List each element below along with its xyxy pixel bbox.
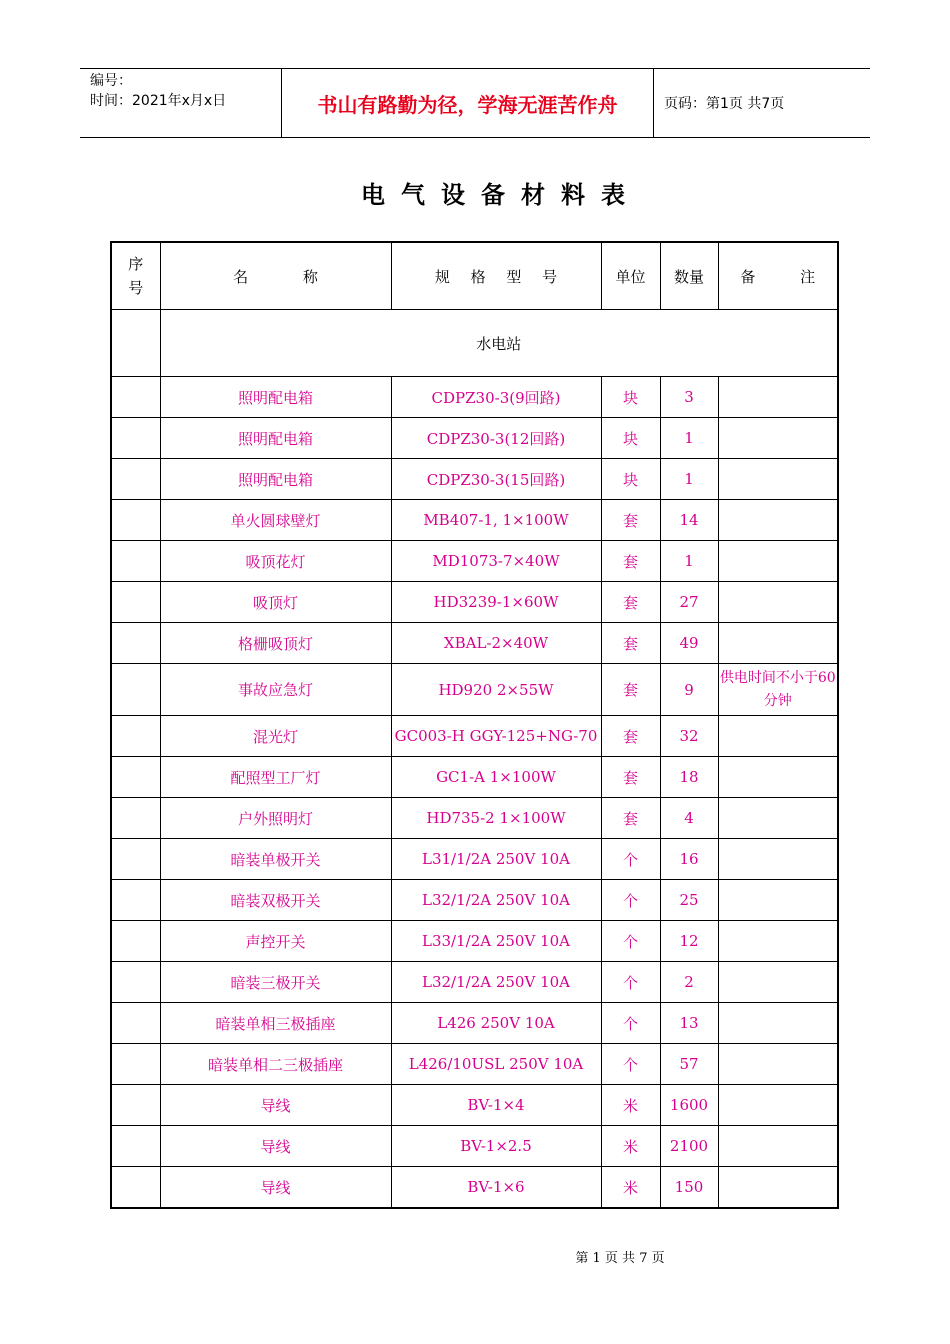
table-row (111, 757, 838, 798)
item-spec: L426/10USL 250V 10A (391, 1044, 601, 1085)
item-spec: BV-1×2.5 (391, 1126, 601, 1167)
table-row (111, 582, 838, 623)
table-row (111, 541, 838, 582)
document-number-label: 编号： (90, 73, 132, 89)
section-title: 水电站 (160, 310, 838, 377)
header-motto: 书山有路勤为径，学海无涯苦作舟 (282, 69, 654, 137)
item-unit: 个 (601, 1003, 660, 1044)
item-note (718, 921, 838, 962)
item-spec: HD3239-1×60W (391, 582, 601, 623)
item-note (718, 500, 838, 541)
item-name: 暗装单极开关 (160, 839, 391, 880)
item-name: 暗装三极开关 (160, 962, 391, 1003)
table-row (111, 459, 838, 500)
item-spec: L33/1/2A 250V 10A (391, 921, 601, 962)
section-seq-cell (111, 310, 160, 377)
item-spec: L426 250V 10A (391, 1003, 601, 1044)
item-unit: 套 (601, 757, 660, 798)
item-name: 单火圆球壁灯 (160, 500, 391, 541)
item-note (718, 418, 838, 459)
item-spec: CDPZ30-3(12回路) (391, 418, 601, 459)
item-unit: 米 (601, 1085, 660, 1126)
seq-cell (111, 798, 160, 839)
table-row (111, 839, 838, 880)
column-header-name: 名 称 (160, 242, 391, 310)
seq-cell (111, 459, 160, 500)
item-quantity: 14 (660, 500, 718, 541)
table-row (111, 664, 838, 716)
item-note (718, 1126, 838, 1167)
seq-cell (111, 1003, 160, 1044)
item-note: 供电时间不小于60分钟 (718, 664, 838, 716)
item-unit: 套 (601, 541, 660, 582)
item-unit: 块 (601, 418, 660, 459)
item-unit: 套 (601, 582, 660, 623)
item-spec: MD1073-7×40W (391, 541, 601, 582)
item-quantity: 2100 (660, 1126, 718, 1167)
page-footer: 第 1 页 共 7 页 (575, 1251, 665, 1266)
seq-cell (111, 1126, 160, 1167)
column-header-qty: 数量 (660, 242, 718, 310)
item-unit: 套 (601, 664, 660, 716)
item-note (718, 1085, 838, 1126)
table-row (111, 880, 838, 921)
item-name: 暗装单相三极插座 (160, 1003, 391, 1044)
item-note (718, 798, 838, 839)
seq-cell (111, 1085, 160, 1126)
item-spec: MB407-1, 1×100W (391, 500, 601, 541)
seq-cell (111, 921, 160, 962)
item-note (718, 880, 838, 921)
item-spec: HD735-2 1×100W (391, 798, 601, 839)
table-row (111, 962, 838, 1003)
item-note (718, 541, 838, 582)
item-unit: 个 (601, 880, 660, 921)
item-unit: 米 (601, 1126, 660, 1167)
item-note (718, 1003, 838, 1044)
item-name: 事故应急灯 (160, 664, 391, 716)
header-meta (80, 69, 282, 137)
item-quantity: 1600 (660, 1085, 718, 1126)
document-title: 电气设备材料表 (361, 181, 641, 209)
item-note (718, 839, 838, 880)
item-name: 照明配电箱 (160, 459, 391, 500)
seq-cell (111, 1044, 160, 1085)
table-row (111, 623, 838, 664)
item-note (718, 377, 838, 418)
item-quantity: 1 (660, 418, 718, 459)
page-header (80, 68, 870, 138)
item-quantity: 32 (660, 716, 718, 757)
item-quantity: 13 (660, 1003, 718, 1044)
column-header-seq-line2: 号 (128, 279, 144, 297)
seq-cell (111, 418, 160, 459)
item-name: 配照型工厂灯 (160, 757, 391, 798)
item-spec: BV-1×4 (391, 1085, 601, 1126)
item-unit: 个 (601, 1044, 660, 1085)
item-quantity: 3 (660, 377, 718, 418)
item-spec: CDPZ30-3(9回路) (391, 377, 601, 418)
column-header-spec: 规 格 型 号 (391, 242, 601, 310)
column-header-seq (111, 242, 160, 310)
item-note (718, 623, 838, 664)
item-spec: XBAL-2×40W (391, 623, 601, 664)
table-row (111, 500, 838, 541)
item-quantity: 57 (660, 1044, 718, 1085)
item-unit: 套 (601, 500, 660, 541)
item-quantity: 16 (660, 839, 718, 880)
item-name: 导线 (160, 1167, 391, 1209)
table-row (111, 1044, 838, 1085)
seq-cell (111, 1167, 160, 1209)
item-note (718, 582, 838, 623)
item-spec: L31/1/2A 250V 10A (391, 839, 601, 880)
item-name: 混光灯 (160, 716, 391, 757)
item-quantity: 4 (660, 798, 718, 839)
item-note (718, 459, 838, 500)
table-row (111, 1003, 838, 1044)
item-spec: HD920 2×55W (391, 664, 601, 716)
item-spec: L32/1/2A 250V 10A (391, 880, 601, 921)
table-row (111, 418, 838, 459)
seq-cell (111, 541, 160, 582)
item-unit: 个 (601, 962, 660, 1003)
item-note (718, 1044, 838, 1085)
seq-cell (111, 757, 160, 798)
item-unit: 套 (601, 716, 660, 757)
table-row (111, 377, 838, 418)
seq-cell (111, 500, 160, 541)
column-header-note: 备 注 (718, 242, 838, 310)
table-row (111, 798, 838, 839)
item-spec: BV-1×6 (391, 1167, 601, 1209)
item-unit: 个 (601, 839, 660, 880)
item-name: 吸顶花灯 (160, 541, 391, 582)
item-unit: 米 (601, 1167, 660, 1209)
item-name: 导线 (160, 1085, 391, 1126)
seq-cell (111, 716, 160, 757)
item-name: 吸顶灯 (160, 582, 391, 623)
item-quantity: 49 (660, 623, 718, 664)
item-note (718, 716, 838, 757)
materials-table (110, 241, 839, 1209)
item-note (718, 962, 838, 1003)
item-quantity: 1 (660, 459, 718, 500)
item-unit: 个 (601, 921, 660, 962)
item-note (718, 757, 838, 798)
table-row (111, 921, 838, 962)
item-quantity: 9 (660, 664, 718, 716)
seq-cell (111, 623, 160, 664)
seq-cell (111, 377, 160, 418)
item-name: 户外照明灯 (160, 798, 391, 839)
item-unit: 套 (601, 798, 660, 839)
item-quantity: 150 (660, 1167, 718, 1209)
seq-cell (111, 839, 160, 880)
item-unit: 套 (601, 623, 660, 664)
seq-cell (111, 880, 160, 921)
document-time-label: 时间：2021年x月x日 (90, 93, 227, 109)
item-name: 声控开关 (160, 921, 391, 962)
header-page-number: 页码：第1页 共7页 (664, 96, 785, 112)
table-row (111, 716, 838, 757)
item-name: 暗装单相二三极插座 (160, 1044, 391, 1085)
item-quantity: 1 (660, 541, 718, 582)
item-spec: GC003-H GGY-125+NG-70 (391, 716, 601, 757)
item-quantity: 18 (660, 757, 718, 798)
table-row (111, 1126, 838, 1167)
item-quantity: 2 (660, 962, 718, 1003)
column-header-seq-line1: 序 (128, 255, 144, 273)
item-name: 导线 (160, 1126, 391, 1167)
item-note (718, 1167, 838, 1209)
seq-cell (111, 962, 160, 1003)
column-header-unit: 单位 (601, 242, 660, 310)
item-unit: 块 (601, 377, 660, 418)
item-name: 照明配电箱 (160, 418, 391, 459)
section-row (111, 310, 838, 377)
seq-cell (111, 582, 160, 623)
item-spec: CDPZ30-3(15回路) (391, 459, 601, 500)
item-name: 暗装双极开关 (160, 880, 391, 921)
item-quantity: 25 (660, 880, 718, 921)
table-row (111, 1085, 838, 1126)
item-quantity: 27 (660, 582, 718, 623)
item-name: 格栅吸顶灯 (160, 623, 391, 664)
item-name: 照明配电箱 (160, 377, 391, 418)
item-quantity: 12 (660, 921, 718, 962)
table-row (111, 1167, 838, 1209)
item-spec: GC1-A 1×100W (391, 757, 601, 798)
seq-cell (111, 664, 160, 716)
table-header-row (111, 242, 838, 310)
item-unit: 块 (601, 459, 660, 500)
item-spec: L32/1/2A 250V 10A (391, 962, 601, 1003)
